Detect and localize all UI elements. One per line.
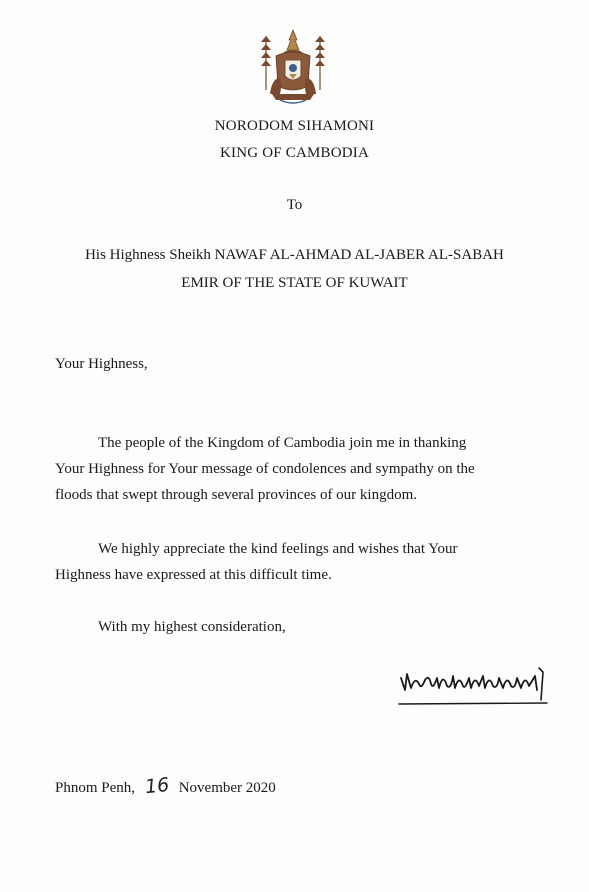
dateline xyxy=(55,775,276,797)
paragraph-line: We highly appreciate the kind feelings and wishes that Your xyxy=(98,541,458,557)
royal-crest-icon xyxy=(258,28,328,108)
body-paragraph xyxy=(55,430,535,508)
dateline-month-year: November 2020 xyxy=(178,780,276,796)
body-paragraph xyxy=(55,536,535,588)
paragraph-line: Your Highness for Your message of condolences and sympathy on the xyxy=(55,461,475,477)
dateline-place: Phnom Penh, xyxy=(55,780,136,796)
dateline-day: 16 xyxy=(143,773,171,799)
paragraph-line: Highness have expressed at this difficult time. xyxy=(55,567,332,583)
recipient-title: EMIR OF THE STATE OF KUWAIT xyxy=(181,275,408,291)
paragraph-line: The people of the Kingdom of Cambodia join me in thanking xyxy=(98,435,467,451)
recipient-name: His Highness Sheikh NAWAF AL-AHMAD AL-JABER AL-SABAH xyxy=(85,247,504,263)
sender-name: NORODOM SIHAMONI xyxy=(214,118,375,134)
salutation: Your Highness, xyxy=(55,356,148,372)
signature-icon xyxy=(395,660,555,710)
closing-line: With my highest consideration, xyxy=(98,619,286,635)
sender-title: KING OF CAMBODIA xyxy=(219,145,370,161)
to-label: To xyxy=(286,197,303,213)
paragraph-line: floods that swept through several provinces of our kingdom. xyxy=(55,487,418,503)
